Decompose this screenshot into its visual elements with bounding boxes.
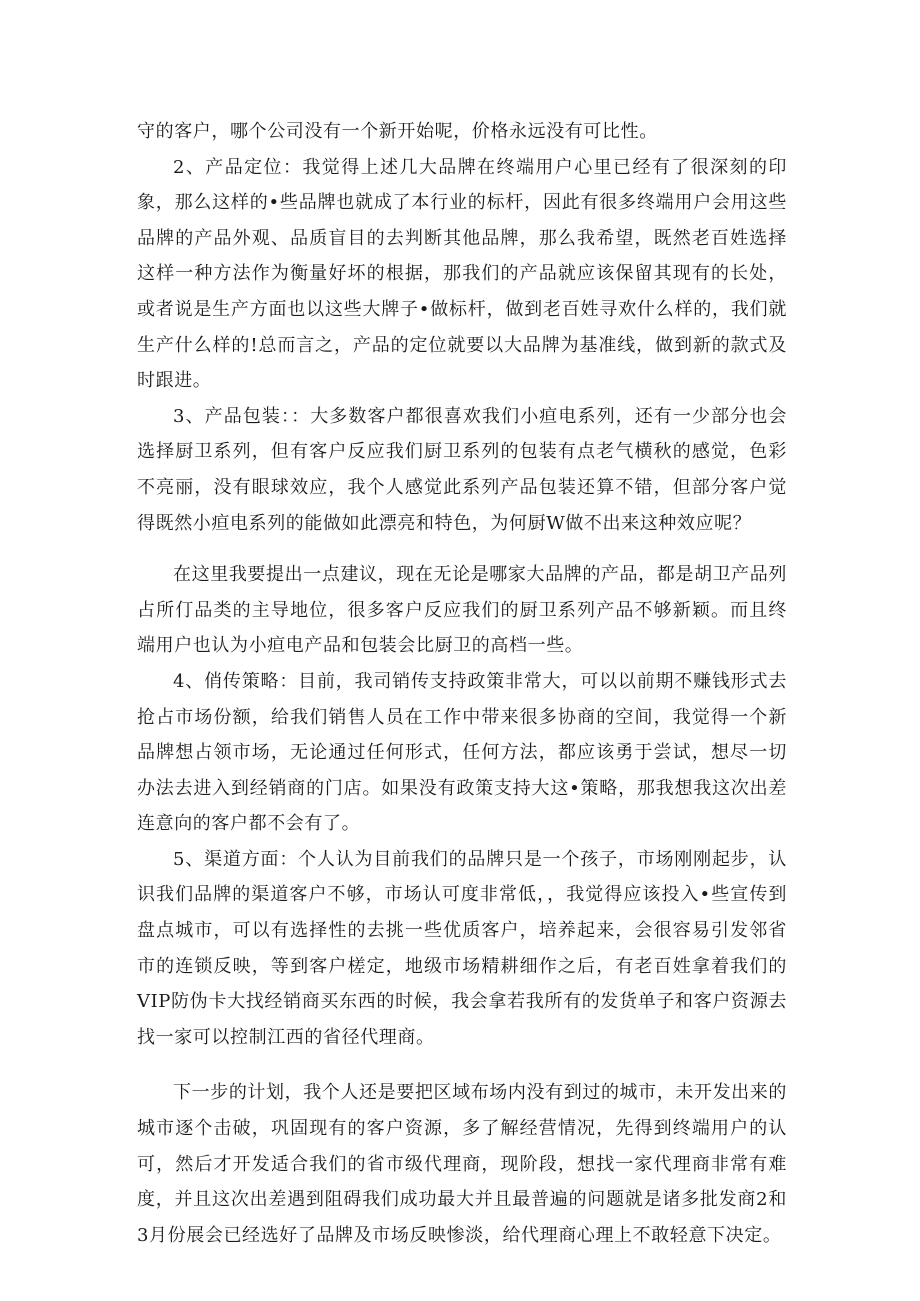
paragraph-channel: 5、渠道方面：个人认为目前我们的品牌只是一个孩子，市场刚刚起步，认识我们品牌的渠道客户不够，市场认可度非常低，，我觉得应该投入•些宣传到盘点城市，可以有选择性的去挑一些优质客户，培养起来，会很容易引发邻省市的连锁反映，等到客户槎定，地级市场精耕细作之后，有老百姓拿着我们的VIP防伪卡大找经销商买东西的时候，我会拿若我所有的发货单子和客户资源去找一家可以控制江西的省径代理商。 — [137, 848, 787, 1048]
paragraph-promotion-strategy: 4、俏传策略：目前，我司销传支持政策非常大，可以以前期不赚钱形式去抢占市场份额，给我们销售人员在工作中带来很多协商的空间，我觉得一个新品牌想占领市场，无论通过任何形式，任何方法，都应该勇于尝试，想尽一切办法去进入到经销商的门店。如果没有政策支持大这•策略，那我想我这次出差连意向的客户都不会有了。 — [137, 670, 787, 835]
paragraph-continuation: 守的客户，哪个公司没有一个新开始呢，价格永远没有可比性。 — [137, 121, 658, 142]
paragraph-next-plan: 下一步的计划，我个人还是要把区域布场内没有到过的城市，未开发出来的城市逐个击破，巩固现有的客户资源，多了解经营情况，先得到终端用户的认可，然后才开发适合我们的省市级代理商，现阶段，想找一家代理商非常有难度，并且这次出差遇到阻碍我们成功最大并且最普遍的问题就是诸多批发商2和3月份展会已经选好了品牌及市场反映惨淡，给代理商心理上不敢轻意下决定。 — [137, 1082, 787, 1246]
paragraph-suggestion: 在这里我要提出一点建议，现在无论是哪家大品牌的产品，都是胡卫产品列占所仃品类的主导地位，很多客户反应我们的厨卫系列产品不够新颖。而且终端用户也认为小疸电产品和包装会比厨卫的高档一些。 — [137, 564, 787, 657]
paragraph-product-positioning: 2、产品定位：我觉得上述几大品牌在终端用户心里已经有了很深刻的印象，那么这样的•些品牌也就成了本行业的标杆，因此有很多终端用户会用这些品牌的产品外观、品质盲目的去判断其他品牌，那么我希望，既然老百姓选择这样一种方法作为衡量好坏的根据，那我们的产品就应该保留其现有的长处，或者说是生产方面也以这些大牌子•做标杆，做到老百姓寻欢什么样的，我们就生产什么样的!总而言之，产品的定位就要以大品牌为基准线，做到新的款式及时跟进。 — [137, 156, 787, 392]
paragraph-product-packaging: 3、产品包装：：大多数客户都很喜欢我们小疸电系列，还有一少部分也会选择厨卫系列，但有客户反应我们厨卫系列的包装有点老气横秋的感觉，色彩不亮丽，没有眼球效应，我个人感觉此系列产品包装还算不错，但部分客户觉得既然小疸电系列的能做如此漂亮和特色，为何厨W做不出来这种效应呢？ — [137, 405, 787, 534]
document-body — [137, 114, 787, 1253]
